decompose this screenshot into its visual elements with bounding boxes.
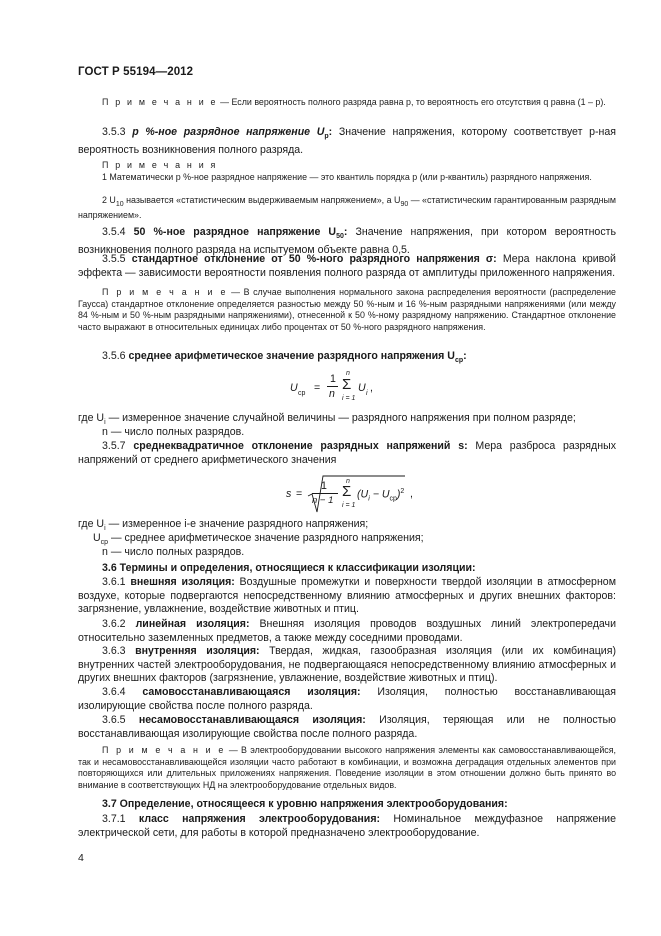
formula-eq: = — [296, 488, 303, 500]
note-3-5-5 — [78, 287, 616, 334]
clause-3-7-1 — [78, 813, 616, 840]
fraction-bar — [327, 386, 338, 387]
clause-3-6-4 — [78, 686, 616, 713]
note-text: — В случае выполнения нормального закона распределения вероятности (распределение Гаусса) стандартное отклонение определяется разностью между 50 %-ным и 16 %-ным разрядными напряжениями (или между 84 %-ным и 50 %-ным разрядными напряжениями), отнесенной к 50 %-ному разрядному напряжению. Стандартное отклонение часто выражают в относительных единицах либо процентах от 50 %-ного разрядного напряжения. — [78, 287, 616, 333]
note-text: — Если вероятность полного разряда равна p, то вероятность его отсутствия q равна (1 – p). — [217, 97, 606, 107]
fraction-denominator: n — [329, 388, 335, 400]
term-colon: : — [328, 126, 333, 138]
subscript: ср — [100, 539, 109, 547]
section-title: 3.6 Термины и определения, относящиеся к классификации изоляции: — [102, 562, 476, 574]
sum-lower: i = 1 — [342, 395, 356, 402]
term: 50 %-ное разрядное напряжение U — [133, 226, 337, 238]
fraction-numerator: 1 — [321, 480, 327, 492]
where-text: U — [93, 532, 101, 544]
where-text: — измеренное значение случайной величины — разрядного напряжения при полном разряде; — [105, 412, 576, 424]
clause-number: 3.7.1 — [102, 813, 126, 825]
note-text: — «статистическим гарантированным разрядным напряжением». — [78, 195, 617, 221]
definition: Значение напряжения, которому соответствует p-ная вероятность возникновения полного разряда. — [78, 126, 616, 156]
fraction-bar — [312, 493, 338, 494]
where-text: где U — [78, 518, 105, 530]
term: стандартное отклонение от 50 %-ного разрядного напряжения σ: — [131, 253, 497, 265]
formula-lhs: s — [286, 488, 292, 500]
body-part: ) — [396, 488, 401, 501]
notes-label: П р и м е ч а н и я — [102, 160, 218, 170]
where-text: — среднее арифметическое значение разрядного напряжения; — [108, 532, 424, 544]
clause-3-6-2 — [78, 618, 616, 645]
formula-comma: , — [370, 382, 373, 394]
formula-lhs-sub: ср — [298, 390, 306, 397]
clause-number: 3.5.4 — [102, 226, 126, 238]
note-text: — В электрооборудовании высокого напряжения элементы как самовосстанавливающейся, так и несамовосстанавливающейся изоляции часто работают в комбинации, и возможна деградация отдельных элементов при повторяющихся или длительных приложениях напряжения. Поведение изоляции в этом отношении должно быть принято во внимание в соответствующих НД на электрооборудование отдельных видов. — [78, 745, 617, 791]
term: p %-ное разрядное напряжение U — [132, 126, 325, 138]
formula-body — [357, 488, 404, 503]
notes-3-5-3-item-1: 1 Математически p %-ное разрядное напряжение — это квантиль порядка p (или p-квантиль) разрядного напряжения. — [102, 172, 592, 182]
sum-sign: Σ — [342, 483, 352, 500]
formula-comma: , — [410, 488, 413, 500]
where-text: — измеренное i-е значение разрядного напряжения; — [105, 518, 369, 530]
clause-number: 3.6.4 — [102, 686, 126, 698]
fraction-numerator: 1 — [330, 373, 336, 385]
definition: Номинальное междуфазное напряжение электрической сети, для работы в которой предназначено электрооборудование. — [78, 813, 616, 839]
note-text: называется «статистическим выдерживаемым напряжением», а U — [123, 195, 401, 205]
term: самовосстанавливающаяся изоляция: — [142, 686, 361, 698]
term-subscript: p — [324, 133, 329, 141]
subscript: 90 — [400, 200, 409, 208]
formula-mean — [290, 370, 410, 406]
clause-number: 3.6.5 — [102, 714, 126, 726]
page-number: 4 — [78, 852, 84, 864]
sum-upper: n — [346, 478, 350, 485]
term-subscript: ср — [454, 357, 464, 365]
term-colon: : — [463, 350, 467, 362]
power: 2 — [400, 488, 405, 495]
notes-3-5-3-label — [78, 160, 616, 172]
sum-lower: i = 1 — [342, 502, 356, 509]
section-3-6-title — [78, 562, 616, 576]
formula-stddev — [286, 474, 426, 514]
clause-number: 3.6.2 — [102, 618, 126, 630]
note-probability — [78, 97, 616, 109]
sum-upper: n — [346, 370, 350, 377]
subscript: ср — [389, 495, 397, 503]
formula-eq: = — [314, 382, 321, 394]
clause-3-6-5 — [78, 714, 616, 741]
body-part: (U — [357, 488, 369, 501]
clause-number: 3.5.7 — [102, 440, 126, 452]
note-label: П р и м е ч а н и е — [102, 287, 228, 297]
subscript: 10 — [115, 200, 124, 208]
where-text: где U — [78, 412, 105, 424]
section-title: 3.7 Определение, относящееся к уровню напряжения электрооборудования: — [102, 798, 508, 810]
subscript: i — [104, 525, 106, 533]
clause-number: 3.5.3 — [102, 126, 126, 138]
term: среднее арифметическое значение разрядного напряжения U — [128, 350, 455, 362]
clause-3-6-3 — [78, 645, 616, 686]
clause-3-5-5 — [78, 253, 616, 280]
term-colon: : — [343, 226, 348, 238]
subscript: i — [104, 419, 106, 427]
definition: Мера наклона кривой эффекта — зависимости вероятности появления полного разряда от амплитуды приложенного напряжения. — [78, 253, 616, 279]
clause-number: 3.5.6 — [102, 350, 126, 362]
where-stddev-line-3: n — число полных разрядов. — [102, 546, 245, 558]
definition: Воздушные промежутки и поверхности твердой изоляции в атмосферном воздухе, которые подвергаются непосредственному влиянию атмосферных и других внешних факторов: загрязнение, увлажнение, воздействие животных и птиц. — [78, 576, 616, 616]
term: внутренняя изоляция: — [135, 645, 260, 657]
definition: Твердая, жидкая, газообразная изоляция (или их комбинация) внутренних частей электрооборудования, не подвергающаяся непосредственному влиянию атмосферных и других внешних факторов (загрязнение, увлажнение, воздействие животных и птиц). — [78, 645, 616, 685]
term: линейная изоляция: — [135, 618, 250, 630]
body-part: − U — [369, 488, 390, 501]
term-subscript: 50 — [336, 233, 344, 241]
term: внешняя изоляция: — [130, 576, 235, 588]
term: класс напряжения электрооборудования: — [138, 813, 381, 825]
fraction-denominator: n − 1 — [312, 495, 334, 506]
term: несамовосстанавливающаяся изоляция: — [138, 714, 366, 726]
document-header: ГОСТ Р 55194—2012 — [78, 66, 194, 78]
clause-3-5-7 — [78, 440, 616, 467]
where-mean-line-2: n — число полных разрядов. — [102, 426, 245, 438]
formula-term-sub: i — [366, 390, 368, 397]
note-label: П р и м е ч а н и е — [102, 745, 226, 755]
definition: Изоляция, теряющая или не полностью восстанавливающая изолирующие свойства после полного разряда. — [78, 714, 616, 740]
note-3-6-5 — [78, 745, 616, 792]
term: среднеквадратичное отклонение разрядных напряжений s: — [133, 440, 468, 452]
definition: Значение напряжения, при котором вероятность возникновения полного разряда на испытуемом объекте равна 0,5. — [78, 226, 616, 256]
clause-3-5-6 — [78, 350, 616, 368]
definition: Внешняя изоляция проводов воздушных линий электропередачи относительно заземленных предметов, а также между соседними проводами. — [78, 618, 616, 644]
clause-number: 3.6.3 — [102, 645, 126, 657]
clause-3-5-3 — [78, 126, 616, 157]
definition: Мера разброса разрядных напряжений от среднего арифметического значения — [78, 440, 616, 466]
formula-lhs: U — [290, 382, 298, 394]
clause-3-6-1 — [78, 576, 616, 617]
note-text: 2 U — [102, 195, 116, 205]
section-3-7-title — [78, 798, 616, 812]
sum-sign: Σ — [342, 376, 352, 393]
subscript: i — [368, 495, 370, 503]
definition: Изоляция, полностью восстанавливающая изолирующие свойства после полного разряда. — [78, 686, 616, 712]
clause-number: 3.5.5 — [102, 253, 126, 265]
formula-term: U — [358, 382, 366, 394]
notes-3-5-3-item-2 — [78, 195, 616, 222]
clause-number: 3.6.1 — [102, 576, 126, 588]
note-label: П р и м е ч а н и е — [102, 97, 218, 107]
